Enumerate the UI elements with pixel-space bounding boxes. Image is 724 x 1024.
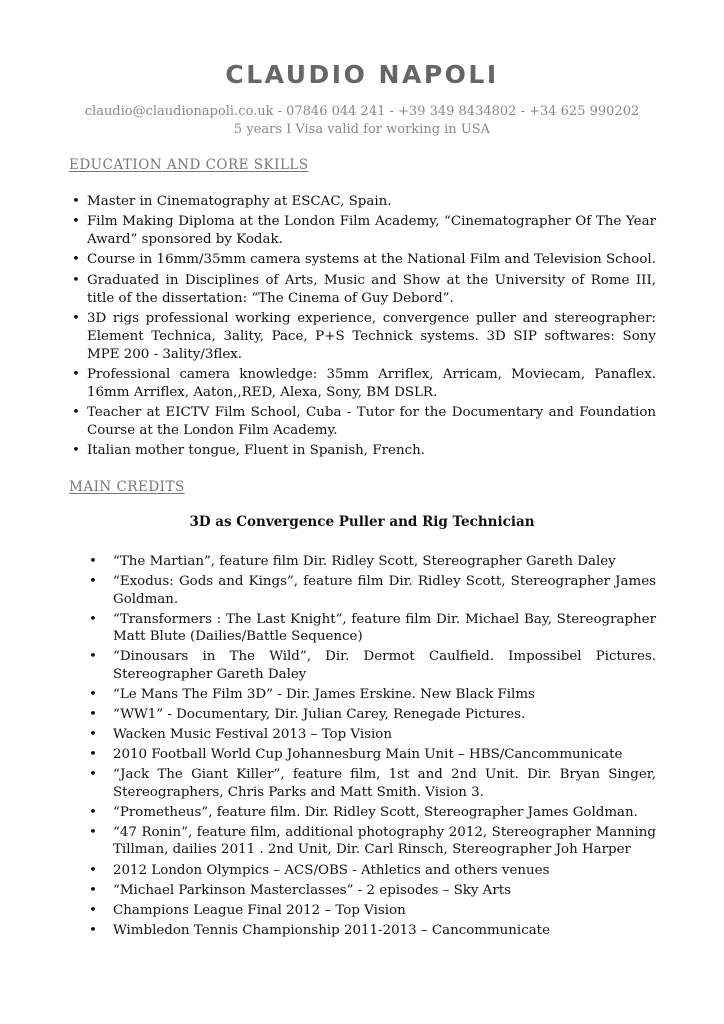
list-item: • 2012 London Olympics – ACS/OBS - Athletics and others venues (89, 862, 656, 880)
list-item: • 3D rigs professional working experience, convergence puller and stereographer: Element Technica, 3ality, Pace, P+S Technick systems. 3D SIP softwares: Sony MPE 200 - 3ality/3flex. (72, 310, 656, 364)
list-item: • Italian mother tongue, Fluent in Spanish, French. (72, 442, 656, 460)
list-item: • Wacken Music Festival 2013 – Top Vision (89, 726, 656, 744)
credits-heading: MAIN CREDITS (69, 479, 185, 495)
credits-subheading: 3D as Convergence Puller and Rig Technician (189, 514, 535, 530)
list-item: • Graduated in Disciplines of Arts, Music and Show at the University of Rome III, title of the dissertation: “The Cinema of Guy Debord”. (72, 272, 656, 308)
list-item: • Film Making Diploma at the London Film Academy, “Cinematographer Of The Year Award” sponsored by Kodak. (72, 213, 656, 249)
list-item: • Champions League Final 2012 – Top Vision (89, 902, 656, 920)
list-item: • “Michael Parkinson Masterclasses” - 2 episodes – Sky Arts (89, 882, 656, 900)
visa-line: 5 years I Visa valid for working in USA (233, 122, 491, 137)
list-item: • “The Martian”, feature film Dir. Ridley Scott, Stereographer Gareth Daley (89, 553, 656, 571)
credits-list (89, 553, 656, 942)
list-item: • “Transformers : The Last Knight”, feature film Dir. Michael Bay, Stereographer Matt Blute (Dailies/Battle Sequence) (89, 611, 656, 646)
list-item: • “Exodus: Gods and Kings”, feature film Dir. Ridley Scott, Stereographer James Goldman. (89, 573, 656, 608)
education-list (72, 193, 656, 463)
list-item: • “WW1” - Documentary, Dir. Julian Carey, Renegade Pictures. (89, 706, 656, 724)
list-item: • Professional camera knowledge: 35mm Arriflex, Arricam, Moviecam, Panaflex. 16mm Arriflex, Aaton,,RED, Alexa, Sony, BM DSLR. (72, 366, 656, 402)
list-item: • “Jack The Giant Killer”, feature film, 1st and 2nd Unit. Dir. Bryan Singer, Stereographers, Chris Parks and Matt Smith. Vision 3. (89, 766, 656, 801)
list-item: • “Le Mans The Film 3D” - Dir. James Erskine. New Black Films (89, 686, 656, 704)
education-heading: EDUCATION AND CORE SKILLS (69, 157, 309, 173)
list-item: • Wimbledon Tennis Championship 2011-2013 – Cancommunicate (89, 922, 656, 940)
list-item: • 2010 Football World Cup Johannesburg Main Unit – HBS/Cancommunicate (89, 746, 656, 764)
list-item: • Teacher at EICTV Film School, Cuba - Tutor for the Documentary and Foundation Course at the London Film Academy. (72, 404, 656, 440)
contact-line: claudio@claudionapoli.co.uk - 07846 044 241 - +39 349 8434802 - +34 625 990202 (84, 104, 640, 119)
list-item: • Master in Cinematography at ESCAC, Spain. (72, 193, 656, 211)
contact-block (0, 103, 724, 139)
list-item: • “Dinousars in The Wild”, Dir. Dermot Caulfield. Impossibel Pictures. Stereographer Gareth Daley (89, 648, 656, 683)
cv-name-title: CLAUDIO NAPOLI (225, 60, 499, 89)
list-item: • “47 Ronin”, feature film, additional photography 2012, Stereographer Manning Tillman, dailies 2011 . 2nd Unit, Dir. Carl Rinsch, Stereographer Joh Harper (89, 824, 656, 859)
list-item: • “Prometheus”, feature film. Dir. Ridley Scott, Stereographer James Goldman. (89, 804, 656, 822)
list-item: • Course in 16mm/35mm camera systems at the National Film and Television School. (72, 251, 656, 269)
